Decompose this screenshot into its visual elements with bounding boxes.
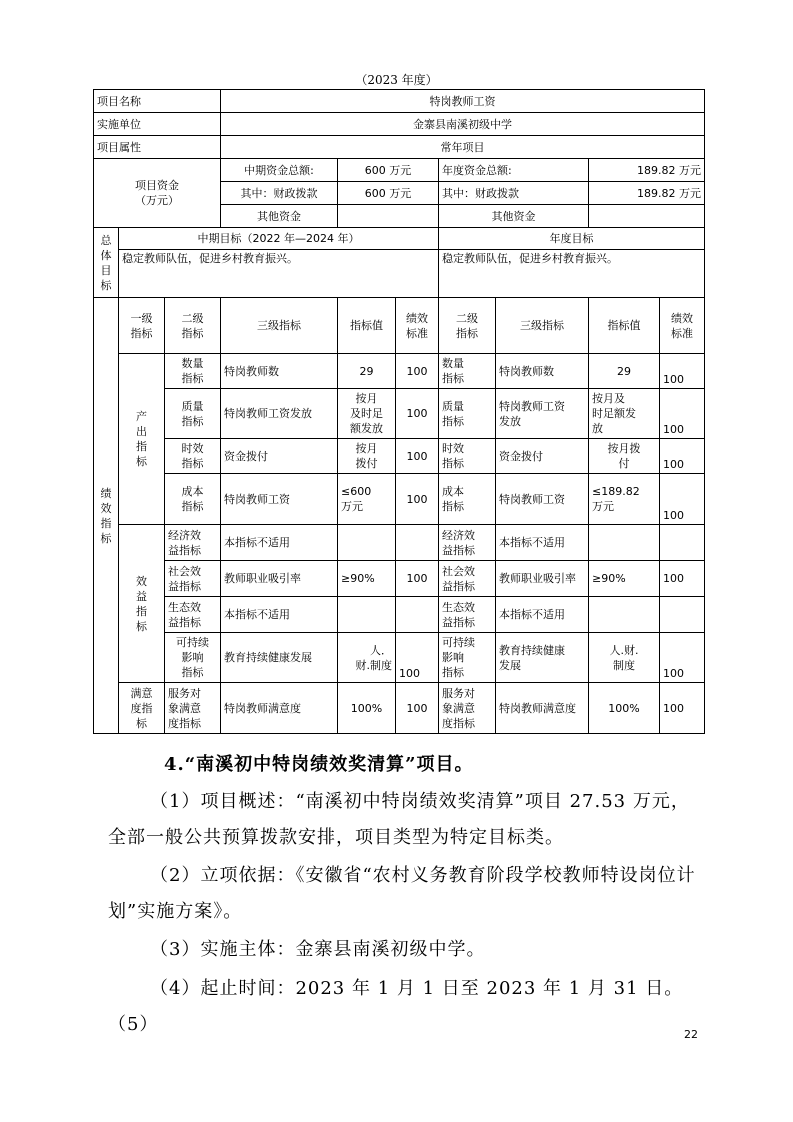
r4-l2b: 成本 指标 bbox=[439, 474, 496, 525]
hdr-valb: 指标值 bbox=[589, 298, 660, 354]
r1-std: 100 bbox=[396, 354, 439, 389]
mid-total: 600 万元 bbox=[338, 159, 439, 182]
perf-label: 绩 效 指 标 bbox=[94, 298, 119, 734]
r7-stdb bbox=[660, 597, 705, 633]
r4-val: ≤600 万元 bbox=[338, 474, 396, 525]
hdr-val: 指标值 bbox=[338, 298, 396, 354]
attr: 常年项目 bbox=[221, 136, 705, 159]
goal-label: 总 体 目 标 bbox=[94, 228, 119, 298]
r2-val: 按月 及时足 额发放 bbox=[338, 389, 396, 439]
r3-l2b: 时效 指标 bbox=[439, 439, 496, 474]
r1-l2: 数量 指标 bbox=[165, 354, 221, 389]
r8-l3: 教育持续健康发展 bbox=[221, 633, 338, 683]
group-satisfaction: 满意 度指 标 bbox=[119, 683, 165, 734]
r4-valb: ≤189.82 万元 bbox=[589, 474, 660, 525]
r1-l3b: 特岗教师数 bbox=[496, 354, 589, 389]
mid-other-label: 其他资金 bbox=[221, 205, 338, 228]
r2-l3: 特岗教师工资发放 bbox=[221, 389, 338, 439]
r8-val: 人． 财.制度 bbox=[338, 633, 396, 683]
paragraph-basis: （2）立项依据：《安徽省“农村义务教育阶段学校教师特设岗位计划”实施方案》。 bbox=[108, 865, 696, 922]
r8-valb: 人.财. 制度 bbox=[589, 633, 660, 683]
mid-total-label: 中期资金总额: bbox=[221, 159, 338, 182]
r8-stdb: 100 bbox=[660, 633, 705, 683]
year-fiscal: 189.82 万元 bbox=[589, 182, 705, 205]
unit: 金寨县南溪初级中学 bbox=[221, 113, 705, 136]
r3-l2: 时效 指标 bbox=[165, 439, 221, 474]
r2-stdb: 100 bbox=[660, 389, 705, 439]
funds-label: 项目资金 （万元） bbox=[94, 159, 221, 228]
r7-valb bbox=[589, 597, 660, 633]
group-benefit: 效 益 指 标 bbox=[119, 525, 165, 683]
project-name: 特岗教师工资 bbox=[221, 90, 705, 113]
paragraph-period: （4）起止时间：2023 年 1 月 1 日至 2023 年 1 月 31 日。（5） bbox=[108, 978, 684, 1035]
r5-stdb bbox=[660, 525, 705, 561]
r1-l3: 特岗教师数 bbox=[221, 354, 338, 389]
project-name-label: 项目名称 bbox=[94, 90, 221, 113]
r2-l2: 质量 指标 bbox=[165, 389, 221, 439]
mid-goal: 稳定教师队伍，促进乡村教育振兴。 bbox=[119, 250, 439, 298]
r3-valb: 按月拨 付 bbox=[589, 439, 660, 474]
r1-stdb: 100 bbox=[660, 354, 705, 389]
hdr-std: 绩效 标准 bbox=[396, 298, 439, 354]
r9-stdb: 100 bbox=[660, 683, 705, 734]
paragraph-subject: （3）实施主体：金寨县南溪初级中学。 bbox=[150, 939, 486, 960]
r5-l3: 本指标不适用 bbox=[221, 525, 338, 561]
page-number: 22 bbox=[684, 1028, 698, 1041]
year-goal-title: 年度目标 bbox=[439, 228, 705, 250]
mid-other bbox=[338, 205, 439, 228]
r6-l2b: 社会效 益指标 bbox=[439, 561, 496, 597]
r8-l2: 可持续 影响 指标 bbox=[165, 633, 221, 683]
r7-std bbox=[396, 597, 439, 633]
mid-fiscal-label: 其中：财政拨款 bbox=[221, 182, 338, 205]
year-goal: 稳定教师队伍，促进乡村教育振兴。 bbox=[439, 250, 705, 298]
section-heading: 4.“南溪初中特岗绩效奖清算”项目。 bbox=[164, 754, 474, 775]
paragraph-overview: （1）项目概述：“南溪初中特岗绩效奖清算”项目 27.53 万元，全部一般公共预算拨款安排，项目类型为特定目标类。 bbox=[108, 791, 690, 848]
r1-l2b: 数量 指标 bbox=[439, 354, 496, 389]
unit-label: 实施单位 bbox=[94, 113, 221, 136]
hdr-l2b: 二级 指标 bbox=[439, 298, 496, 354]
r5-val bbox=[338, 525, 396, 561]
r9-l3b: 特岗教师满意度 bbox=[496, 683, 589, 734]
r1-val: 29 bbox=[338, 354, 396, 389]
mid-goal-title: 中期目标（2022 年—2024 年） bbox=[119, 228, 439, 250]
r4-std: 100 bbox=[396, 474, 439, 525]
r9-l3: 特岗教师满意度 bbox=[221, 683, 338, 734]
r9-valb: 100% bbox=[589, 683, 660, 734]
r2-valb: 按月及 时足额发 放 bbox=[589, 389, 660, 439]
r7-l2: 生态效 益指标 bbox=[165, 597, 221, 633]
r8-std: 100 bbox=[396, 633, 439, 683]
r3-l3b: 资金拨付 bbox=[496, 439, 589, 474]
year-other bbox=[589, 205, 705, 228]
hdr-stdb: 绩效 标准 bbox=[660, 298, 705, 354]
r2-std: 100 bbox=[396, 389, 439, 439]
group-output: 产 出 指 标 bbox=[119, 354, 165, 525]
r6-std: 100 bbox=[396, 561, 439, 597]
r6-l3: 教师职业吸引率 bbox=[221, 561, 338, 597]
r7-l3: 本指标不适用 bbox=[221, 597, 338, 633]
r5-l3b: 本指标不适用 bbox=[496, 525, 589, 561]
r7-l2b: 生态效 益指标 bbox=[439, 597, 496, 633]
r3-val: 按月 拨付 bbox=[338, 439, 396, 474]
r9-val: 100% bbox=[338, 683, 396, 734]
r9-std: 100 bbox=[396, 683, 439, 734]
r1-valb: 29 bbox=[589, 354, 660, 389]
attr-label: 项目属性 bbox=[94, 136, 221, 159]
mid-fiscal: 600 万元 bbox=[338, 182, 439, 205]
hdr-l2: 二级 指标 bbox=[165, 298, 221, 354]
year-total: 189.82 万元 bbox=[589, 159, 705, 182]
r2-l3b: 特岗教师工资 发放 bbox=[496, 389, 589, 439]
r3-std: 100 bbox=[396, 439, 439, 474]
r7-l3b: 本指标不适用 bbox=[496, 597, 589, 633]
r9-l2: 服务对 象满意 度指标 bbox=[165, 683, 221, 734]
r9-l2b: 服务对 象满意 度指标 bbox=[439, 683, 496, 734]
r4-l2: 成本 指标 bbox=[165, 474, 221, 525]
year-other-label: 其他资金 bbox=[439, 205, 589, 228]
r3-l3: 资金拨付 bbox=[221, 439, 338, 474]
r5-valb bbox=[589, 525, 660, 561]
hdr-l3b: 三级指标 bbox=[496, 298, 589, 354]
r7-val bbox=[338, 597, 396, 633]
r8-l2b: 可持续 影响 指标 bbox=[439, 633, 496, 683]
r5-l2b: 经济效 益指标 bbox=[439, 525, 496, 561]
r2-l2b: 质量 指标 bbox=[439, 389, 496, 439]
r6-stdb: 100 bbox=[660, 561, 705, 597]
r6-val: ≥90% bbox=[338, 561, 396, 597]
r8-l3b: 教育持续健康 发展 bbox=[496, 633, 589, 683]
r6-l2: 社会效 益指标 bbox=[165, 561, 221, 597]
r4-l3: 特岗教师工资 bbox=[221, 474, 338, 525]
r4-l3b: 特岗教师工资 bbox=[496, 474, 589, 525]
year-total-label: 年度资金总额: bbox=[439, 159, 589, 182]
performance-table bbox=[93, 89, 705, 734]
r5-l2: 经济效 益指标 bbox=[165, 525, 221, 561]
table-caption: （2023 年度） bbox=[355, 73, 438, 87]
r4-stdb: 100 bbox=[660, 474, 705, 525]
year-fiscal-label: 其中：财政拨款 bbox=[439, 182, 589, 205]
r6-l3b: 教师职业吸引率 bbox=[496, 561, 589, 597]
r3-stdb: 100 bbox=[660, 439, 705, 474]
hdr-l3: 三级指标 bbox=[221, 298, 338, 354]
hdr-l1: 一级 指标 bbox=[119, 298, 165, 354]
r5-std bbox=[396, 525, 439, 561]
r6-valb: ≥90% bbox=[589, 561, 660, 597]
